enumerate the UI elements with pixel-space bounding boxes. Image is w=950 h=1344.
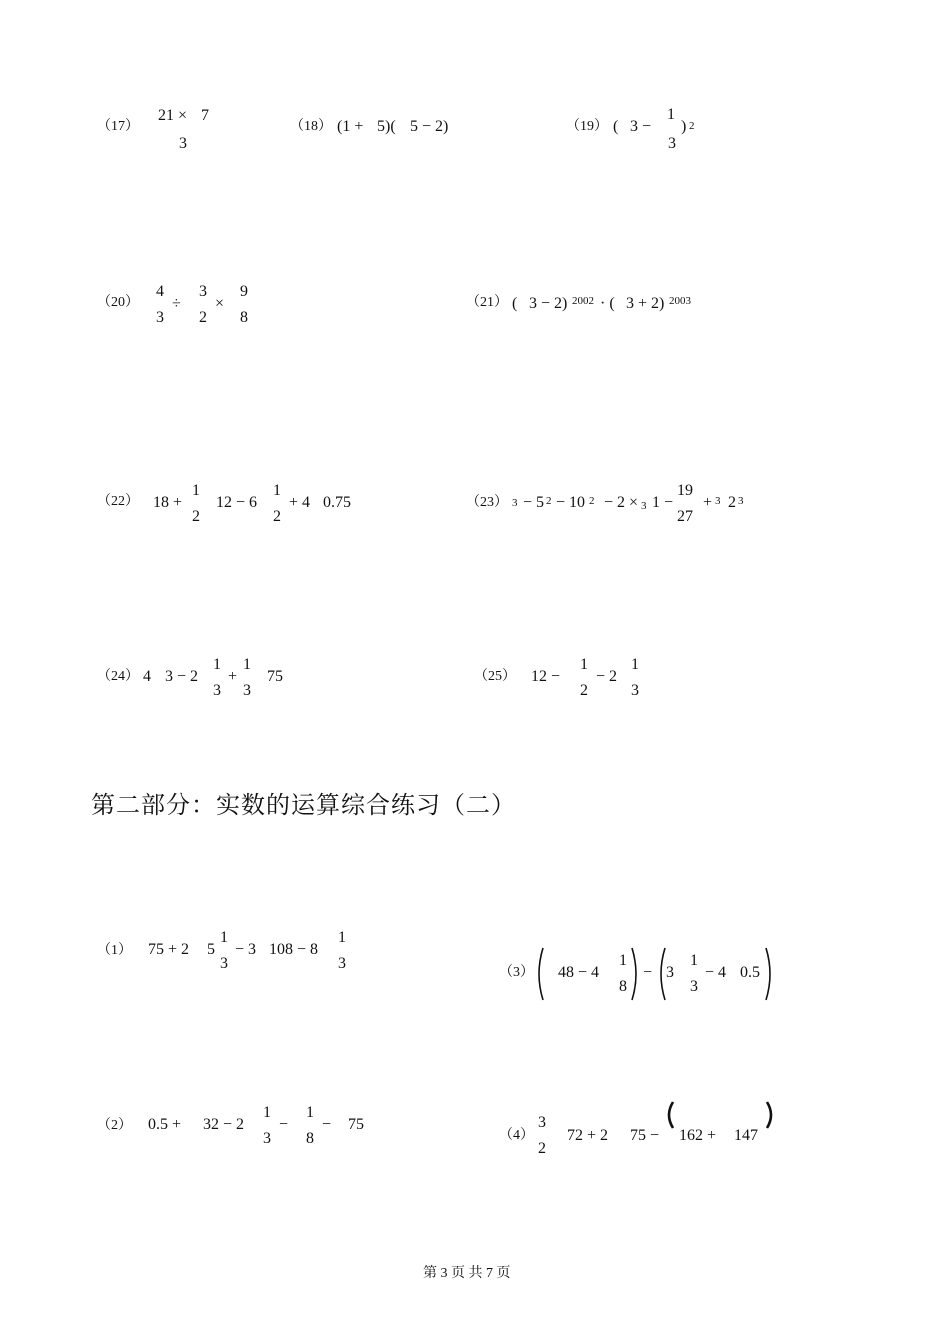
operator: − — [643, 964, 653, 981]
expr-term: (1 + — [337, 118, 364, 135]
fraction-denominator: 3 — [690, 978, 698, 995]
expr-term: 3 − — [630, 118, 652, 135]
expr-term: 75 — [267, 668, 283, 685]
expr-term: 108 − 8 — [269, 941, 319, 958]
problem-label: （3） — [499, 965, 534, 980]
operator: + — [228, 668, 238, 685]
expr-term: ( — [512, 295, 518, 312]
fraction-denominator: 27 — [677, 508, 693, 525]
fraction-denominator: 2 — [192, 508, 200, 525]
fraction-numerator: 1 — [619, 952, 627, 969]
fraction-numerator: 9 — [240, 283, 248, 300]
expr-term: 12 − 6 — [216, 494, 258, 511]
expr-term: 0.75 — [323, 494, 351, 511]
fraction-denominator: 8 — [240, 309, 248, 326]
fraction-numerator: 1 — [667, 106, 675, 123]
fraction-numerator: 1 — [690, 952, 698, 969]
right-paren-icon — [630, 946, 642, 1002]
expr-term: 4 — [143, 668, 151, 685]
fraction-denominator: 2 — [273, 508, 281, 525]
fraction-denominator: 3 — [243, 682, 251, 699]
fraction-numerator: 1 — [263, 1104, 271, 1121]
expr-term: − 3 — [235, 941, 257, 958]
fraction-numerator: 1 — [243, 656, 251, 673]
fraction-denominator: 3 — [338, 955, 346, 972]
fraction-denominator: 2 — [538, 1140, 546, 1157]
fraction-denominator: 3 — [220, 955, 228, 972]
problem-label: （22） — [97, 494, 139, 509]
fraction-numerator: 1 — [338, 929, 346, 946]
expr-term: 1 − — [652, 494, 674, 511]
fraction-denominator: 2 — [580, 682, 588, 699]
problem-label: （20） — [97, 295, 139, 310]
problem-label: （1） — [97, 943, 132, 958]
expr-term: 0.5 — [740, 964, 760, 981]
problem-label: （17） — [97, 119, 139, 134]
problem-label: （18） — [290, 119, 332, 134]
expr-term: 3 − 2 — [165, 668, 199, 685]
exponent: 2 — [689, 120, 695, 132]
fraction-numerator: 1 — [306, 1104, 314, 1121]
operator: − — [322, 1116, 332, 1133]
exponent: 3 — [738, 495, 744, 507]
exponent: 2003 — [669, 295, 691, 307]
problem-label: （21） — [466, 295, 508, 310]
expr-term: − 4 — [705, 964, 727, 981]
expr-term: 75 — [348, 1116, 364, 1133]
operator: × — [215, 295, 225, 312]
expr-term: 18 + — [153, 494, 183, 511]
exponent: 3 — [641, 500, 647, 512]
fraction-numerator: 1 — [580, 656, 588, 673]
exponent: 2 — [589, 495, 595, 507]
expr-term: 147 — [734, 1127, 758, 1144]
fraction-numerator: 1 — [192, 482, 200, 499]
expr-term: 21 × — [158, 107, 188, 124]
exponent: 3 — [715, 495, 721, 507]
expr-term: 75 + 2 — [148, 941, 190, 958]
fraction-denominator: 3 — [263, 1130, 271, 1147]
fraction-denominator: 8 — [306, 1130, 314, 1147]
operator: − — [279, 1116, 289, 1133]
exponent: 2 — [546, 495, 552, 507]
fraction-numerator: 3 — [199, 283, 207, 300]
expr-term: 3 − 2) — [529, 295, 568, 312]
expr-term: 3 — [666, 964, 674, 981]
problem-label: （25） — [474, 669, 516, 684]
fraction-numerator: 4 — [156, 283, 164, 300]
problem-label: （4） — [499, 1128, 534, 1143]
exponent: 3 — [512, 497, 518, 509]
expr-term: + 4 — [289, 494, 311, 511]
page-footer: 第 3 页 共 7 页 — [423, 1266, 511, 1281]
fraction-numerator: 19 — [677, 482, 693, 499]
expr-term: 5)( — [377, 118, 396, 135]
problem-label: （24） — [97, 669, 139, 684]
fraction-denominator: 2 — [199, 309, 207, 326]
operator: ÷ — [172, 295, 181, 312]
fraction-denominator: 8 — [619, 978, 627, 995]
fraction-denominator: 3 — [668, 135, 676, 152]
expr-term: 5 − 2) — [410, 118, 449, 135]
expr-term: 48 − 4 — [558, 964, 600, 981]
expr-term: ( — [613, 118, 619, 135]
expr-term: 0.5 + — [148, 1116, 182, 1133]
expr-term: − 2 — [596, 668, 618, 685]
right-paren-icon — [764, 1100, 778, 1130]
expr-term: 5 — [207, 941, 215, 958]
expr-term: 7 — [201, 107, 209, 124]
fraction-numerator: 3 — [538, 1114, 546, 1131]
expr-term: 3 + 2) — [626, 295, 665, 312]
fraction-numerator: 1 — [213, 656, 221, 673]
left-paren-icon — [533, 946, 545, 1002]
fraction-denominator: 3 — [631, 682, 639, 699]
expr-term: − 5 — [523, 494, 545, 511]
right-paren-icon — [764, 946, 776, 1002]
section-heading: 第二部分：实数的运算综合练习（二） — [91, 793, 516, 819]
expr-term: 32 − 2 — [203, 1116, 245, 1133]
expr-term: 72 + 2 — [567, 1127, 609, 1144]
problem-label: （23） — [466, 495, 508, 510]
expr-term: + — [703, 494, 713, 511]
expr-term: 12 − — [531, 668, 561, 685]
fraction-numerator: 1 — [273, 482, 281, 499]
problem-label: （2） — [97, 1118, 132, 1133]
expr-term: − 10 — [556, 494, 586, 511]
fraction-denominator: 3 — [156, 309, 164, 326]
left-paren-icon — [662, 1100, 676, 1130]
problem-label: （19） — [566, 119, 608, 134]
expr-term: 3 — [179, 135, 187, 152]
expr-term: 2 — [728, 494, 736, 511]
expr-term: 162 + — [679, 1127, 717, 1144]
expr-term: − 2 × — [604, 494, 639, 511]
fraction-denominator: 3 — [213, 682, 221, 699]
expr-term: 75 − — [630, 1127, 660, 1144]
fraction-numerator: 1 — [631, 656, 639, 673]
fraction-numerator: 1 — [220, 929, 228, 946]
expr-term: · ( — [600, 295, 615, 312]
expr-term: ) — [681, 118, 687, 135]
exponent: 2002 — [572, 295, 594, 307]
